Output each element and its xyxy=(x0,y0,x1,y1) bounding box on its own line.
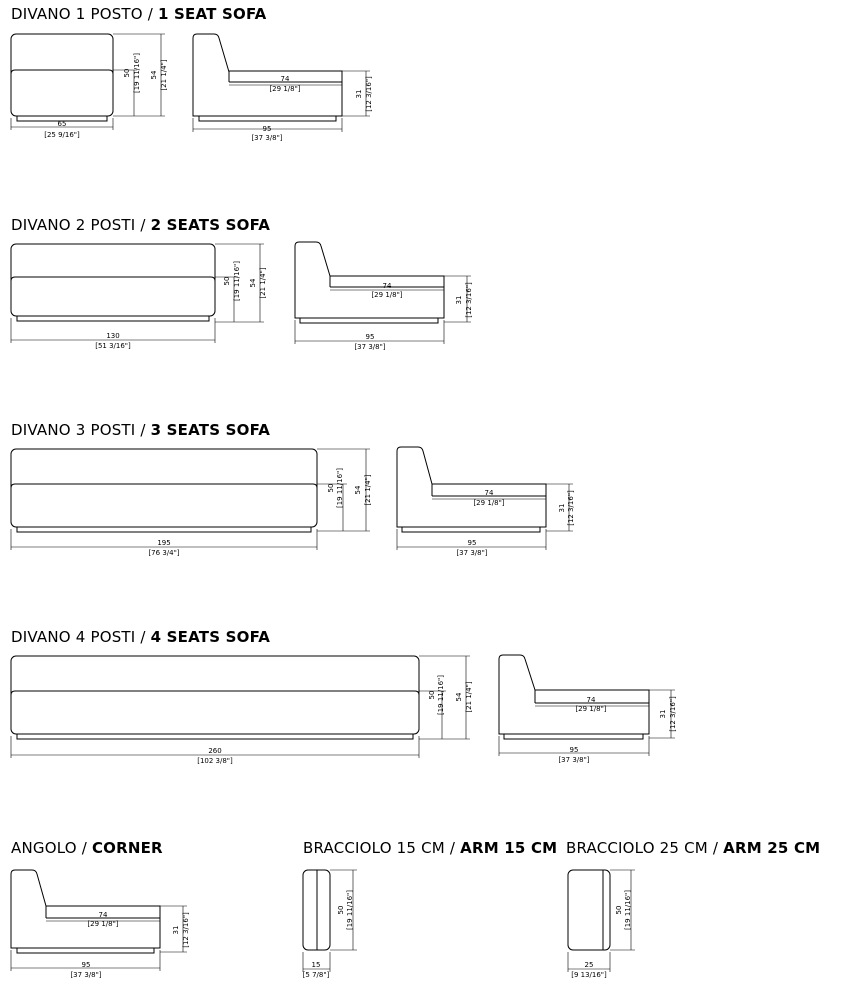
dim-total-height-inches: [21 1/4"] xyxy=(465,681,473,713)
dim-seat-depth: 74 xyxy=(586,696,596,704)
dim-width-inches: [25 9/16"] xyxy=(44,131,80,139)
title-italian: DIVANO 2 POSTI / xyxy=(11,216,151,234)
side-view-2-seats xyxy=(295,242,444,323)
dim-back-height: 50 xyxy=(428,690,436,700)
dim-arm-height: 50 xyxy=(615,905,623,915)
dim-arm-height-inches: [19 11/16"] xyxy=(346,890,354,930)
dim-arm-height-inches: [19 11/16"] xyxy=(624,890,632,930)
dim-seat-height: 31 xyxy=(558,503,566,513)
title-english: 2 SEATS SOFA xyxy=(150,216,271,234)
dim-back-height-inches: [19 11/16"] xyxy=(437,675,445,715)
dims-front-4-seats xyxy=(11,656,473,765)
dim-width: 195 xyxy=(157,539,171,547)
title-english: CORNER xyxy=(91,839,163,857)
dim-seat-depth-inches: [29 1/8"] xyxy=(575,705,607,713)
dim-back-height-inches: [19 11/16"] xyxy=(336,468,344,508)
dim-seat-height: 31 xyxy=(455,295,463,305)
dim-width-inches: [102 3/8"] xyxy=(197,757,233,765)
dims-side-4-seats xyxy=(499,690,677,764)
dim-seat-depth-inches: [29 1/8"] xyxy=(473,499,505,507)
dim-depth-inches: [37 3/8"] xyxy=(456,549,488,557)
title-english: 4 SEATS SOFA xyxy=(150,628,271,646)
dim-seat-height: 31 xyxy=(355,89,363,99)
title-italian: DIVANO 1 POSTO / xyxy=(11,5,158,23)
front-view-2-seats xyxy=(11,244,215,321)
dim-seat-depth: 74 xyxy=(484,489,494,497)
dim-arm-width-inches: [5 7/8"] xyxy=(302,971,330,979)
dim-seat-depth-inches: [29 1/8"] xyxy=(371,291,403,299)
title-english: ARM 15 CM xyxy=(460,839,558,857)
dim-depth: 95 xyxy=(81,961,91,969)
dim-depth-inches: [37 3/8"] xyxy=(70,971,102,979)
title-italian: DIVANO 3 POSTI / xyxy=(11,421,151,439)
title-italian: ANGOLO / xyxy=(11,839,92,857)
dim-seat-depth-inches: [29 1/8"] xyxy=(269,85,301,93)
dim-back-height: 50 xyxy=(223,276,231,286)
dim-depth-inches: [37 3/8"] xyxy=(558,756,590,764)
title-english: ARM 25 CM xyxy=(723,839,821,857)
dims-front-2-seats xyxy=(11,244,267,350)
dim-total-height-inches: [21 1/4"] xyxy=(160,59,168,91)
dims-corner xyxy=(11,906,190,979)
dim-back-height-inches: [19 11/16"] xyxy=(233,261,241,301)
dims-front-3-seats xyxy=(11,449,372,557)
dim-seat-depth: 74 xyxy=(382,282,392,290)
dim-total-height: 54 xyxy=(354,485,362,495)
side-view-3-seats xyxy=(397,447,546,532)
dims-side-2-seats xyxy=(295,276,473,351)
dim-total-height-inches: [21 1/4"] xyxy=(364,474,372,506)
dim-width-inches: [51 3/16"] xyxy=(95,342,131,350)
side-view-4-seats xyxy=(499,655,649,739)
dim-width: 65 xyxy=(57,120,67,128)
dim-width: 260 xyxy=(208,747,222,755)
dim-arm-width-inches: [9 13/16"] xyxy=(571,971,607,979)
dim-seat-height: 31 xyxy=(172,925,180,935)
dims-arm-25 xyxy=(568,870,635,979)
dim-arm-width: 25 xyxy=(584,961,594,969)
side-view-1-seat xyxy=(193,34,342,121)
dim-seat-height-inches: [12 3/16"] xyxy=(465,282,473,318)
dim-back-height-inches: [19 11/16"] xyxy=(133,53,141,93)
dims-side-1-seat xyxy=(193,71,373,142)
dim-seat-height-inches: [12 3/16"] xyxy=(182,912,190,948)
dim-seat-height-inches: [12 3/16"] xyxy=(669,696,677,732)
front-view-3-seats xyxy=(11,449,317,532)
arm-15-view xyxy=(303,870,330,950)
title-english: 3 SEATS SOFA xyxy=(150,421,271,439)
dim-seat-depth: 74 xyxy=(98,911,108,919)
side-view-corner xyxy=(11,870,160,953)
dim-total-height-inches: [21 1/4"] xyxy=(259,267,267,299)
dim-seat-height-inches: [12 3/16"] xyxy=(567,490,575,526)
title-english: 1 SEAT SOFA xyxy=(157,5,267,23)
dim-depth: 95 xyxy=(262,125,272,133)
dims-side-3-seats xyxy=(397,484,575,557)
front-view-1-seat xyxy=(11,34,113,121)
dim-depth: 95 xyxy=(467,539,477,547)
dim-width-inches: [76 3/4"] xyxy=(148,549,180,557)
dim-arm-height: 50 xyxy=(337,905,345,915)
front-view-4-seats xyxy=(11,656,419,739)
dim-seat-depth-inches: [29 1/8"] xyxy=(87,920,119,928)
title-italian: BRACCIOLO 25 CM / xyxy=(566,839,724,857)
dim-back-height: 50 xyxy=(327,483,335,493)
dim-seat-height: 31 xyxy=(659,709,667,719)
title-italian: BRACCIOLO 15 CM / xyxy=(303,839,461,857)
dim-depth-inches: [37 3/8"] xyxy=(354,343,386,351)
dim-seat-depth: 74 xyxy=(280,75,290,83)
title-italian: DIVANO 4 POSTI / xyxy=(11,628,151,646)
dim-back-height: 50 xyxy=(123,68,131,78)
arm-25-view xyxy=(568,870,610,950)
dim-depth: 95 xyxy=(365,333,375,341)
dim-seat-height-inches: [12 3/16"] xyxy=(365,76,373,112)
dim-total-height: 54 xyxy=(150,70,158,80)
dims-front-1-seat xyxy=(11,34,168,139)
dim-depth-inches: [37 3/8"] xyxy=(251,134,283,142)
dim-total-height: 54 xyxy=(455,692,463,702)
dim-arm-width: 15 xyxy=(311,961,321,969)
dim-depth: 95 xyxy=(569,746,579,754)
dim-width: 130 xyxy=(106,332,120,340)
dim-total-height: 54 xyxy=(249,278,257,288)
